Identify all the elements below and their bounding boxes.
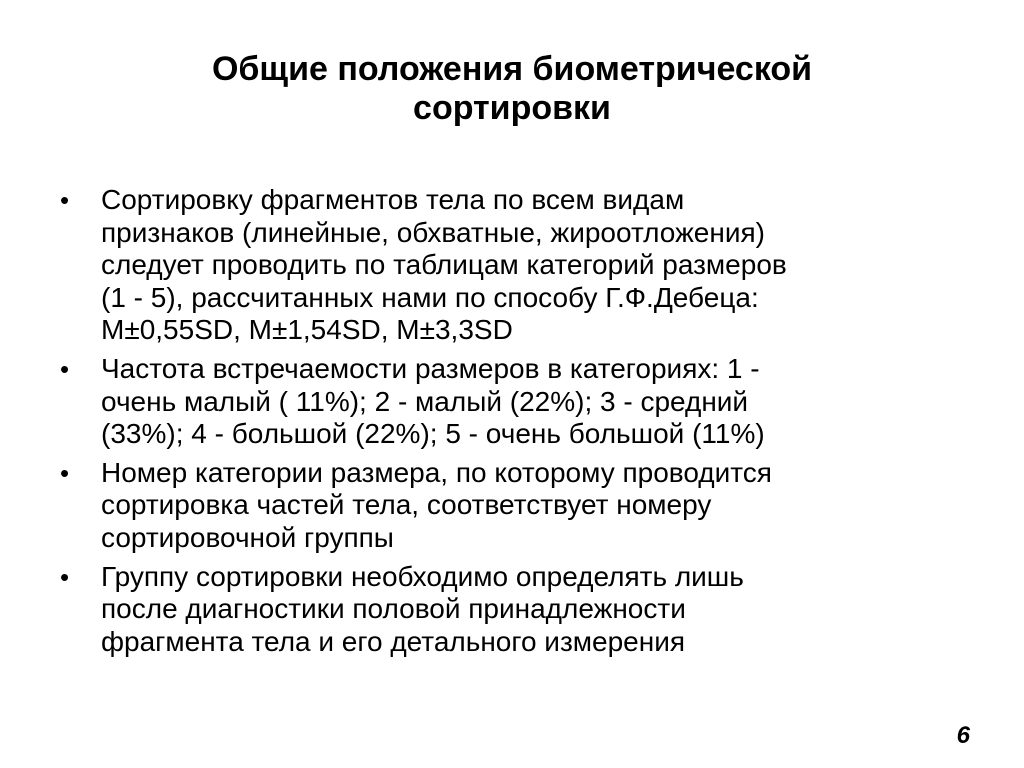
bullet-text-line: сортировка частей тела, соответствует номеру: [101, 489, 712, 521]
slide-title-line-2: сортировки: [413, 89, 611, 127]
bullet-dot-icon: •: [60, 561, 70, 592]
bullet-text-line: Сортировку фрагментов тела по всем видам: [101, 184, 685, 215]
bullet-item-frequency: [0, 353, 1024, 451]
bullet-item-sorting-method: [0, 184, 1024, 347]
bullet-text-line: М±0,55SD, M±1,54SD, M±3,3SD: [101, 314, 513, 346]
bullet-text-line: после диагностики половой принадлежности: [101, 593, 686, 625]
slide-title-line-1: Общие положения биометрической: [211, 50, 813, 88]
bullet-text-line: фрагмента тела и его детального измерения: [101, 625, 686, 657]
bullet-dot-icon: •: [60, 457, 70, 488]
bullet-text-line: Номер категории размера, по которому проводится: [101, 456, 772, 488]
bullet-text-line: Группу сортировки необходимо определять лишь: [101, 560, 744, 592]
bullet-text-line: (1 - 5), рассчитанных нами по способу Г.Ф.Дебеца:: [101, 281, 759, 313]
bullet-text-line: сортировочной группы: [101, 521, 394, 553]
bullet-list: [0, 184, 1024, 664]
page-number: 6: [956, 722, 970, 749]
bullet-dot-icon: •: [60, 353, 70, 384]
bullet-text-line: очень малый ( 11%); 2 - малый (22%); 3 - средний: [101, 385, 749, 417]
bullet-text-line: (33%); 4 - большой (22%); 5 - очень большой (11%): [101, 418, 765, 450]
bullet-item-sorting-group: [0, 561, 1024, 659]
bullet-text-line: Частота встречаемости размеров в категориях: 1 -: [101, 352, 760, 384]
bullet-item-category-number: [0, 457, 1024, 555]
slide-title: [112, 50, 912, 128]
bullet-dot-icon: •: [60, 185, 70, 215]
bullet-text-line: следует проводить по таблицам категорий размеров: [101, 249, 787, 281]
bullet-text-line: признаков (линейные, обхватные, жироотложения): [101, 216, 765, 248]
